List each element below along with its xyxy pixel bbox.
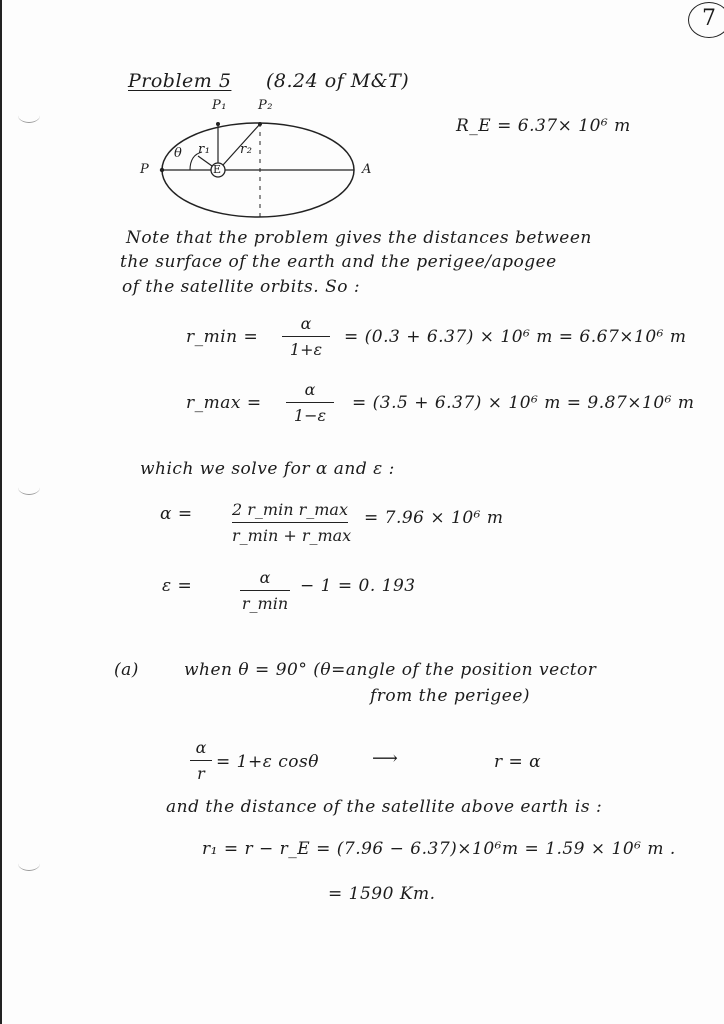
rmax-lhs: r_max = [186,393,262,413]
rmin-lhs: r_min = [186,327,259,347]
note-line-3: of the satellite orbits. So : [122,277,361,297]
rmin-rhs: = (0.3 + 6.37) × 10⁶ m = 6.67×10⁶ m [344,327,687,347]
alpha-denominator: r_min + r_max [232,526,352,545]
label-p1: P₁ [212,98,227,113]
fraction-bar [232,522,348,523]
label-r2: r₂ [240,142,253,157]
fraction-bar [190,760,212,761]
fraction-bar [282,336,330,337]
alpha-lhs: α = [160,504,193,524]
position-vector-r [198,156,212,166]
label-apogee: A [362,162,372,177]
part-a-line-2: from the perigee) [370,686,531,706]
punch-hole-mark [18,480,40,495]
rmin-fraction [282,314,330,359]
label-r1: r₁ [198,142,211,157]
alpha-fraction [232,500,352,545]
conic-fraction [190,738,212,783]
fraction-bar [286,402,334,403]
orbit-diagram [130,100,370,220]
epsilon-lhs: ε = [162,576,193,596]
earth-radius: R_E = 6.37× 10⁶ m [456,116,631,136]
perigee-dot [160,168,164,172]
epsilon-rhs: − 1 = 0. 193 [300,576,416,596]
problem-title: Problem 5 [128,70,232,92]
label-p2: P₂ [258,98,273,113]
fraction-bar [240,590,290,591]
conic-denominator: r [197,764,205,783]
height-equation: r₁ = r − r_E = (7.96 − 6.37)×10⁶m = 1.59 × 10⁶ m . [202,839,676,859]
epsilon-numerator: α [259,568,271,587]
label-theta: θ [174,146,183,161]
label-earth: E [213,163,222,176]
alpha-numerator: 2 r_min r_max [232,500,348,519]
label-perigee: P [140,162,150,177]
page-number: 7 [702,6,717,31]
part-a-label: (a) [114,660,139,680]
note-line-1: Note that the problem gives the distances between [126,228,592,248]
rmax-fraction [286,380,334,425]
arrow-icon: ⟶ [372,748,399,769]
rmax-rhs: = (3.5 + 6.37) × 10⁶ m = 9.87×10⁶ m [352,393,695,413]
left-edge-line [0,0,2,1024]
epsilon-fraction [240,568,290,613]
conic-numerator: α [195,738,207,757]
p2-dot [258,122,262,126]
note-line-2: the surface of the earth and the perigee/apogee [120,252,557,272]
alpha-rhs: = 7.96 × 10⁶ m [364,508,504,528]
conic-result: r = α [494,752,542,772]
distance-text: and the distance of the satellite above earth is : [166,797,603,817]
rmax-numerator: α [304,380,316,399]
solve-text: which we solve for α and ε : [140,459,395,479]
epsilon-denominator: r_min [241,594,289,613]
rmax-denominator: 1−ε [293,406,327,425]
height-km: = 1590 Km. [328,884,436,904]
rmin-numerator: α [300,314,312,333]
conic-rhs: = 1+ε cosθ [216,752,319,772]
rmin-denominator: 1+ε [289,340,323,359]
part-a-line-1: when θ = 90° (θ=angle of the position vector [184,660,597,680]
p1-dot [216,122,220,126]
punch-hole-mark [18,856,40,871]
punch-hole-mark [18,108,40,123]
problem-reference: (8.24 of M&T) [266,70,410,92]
